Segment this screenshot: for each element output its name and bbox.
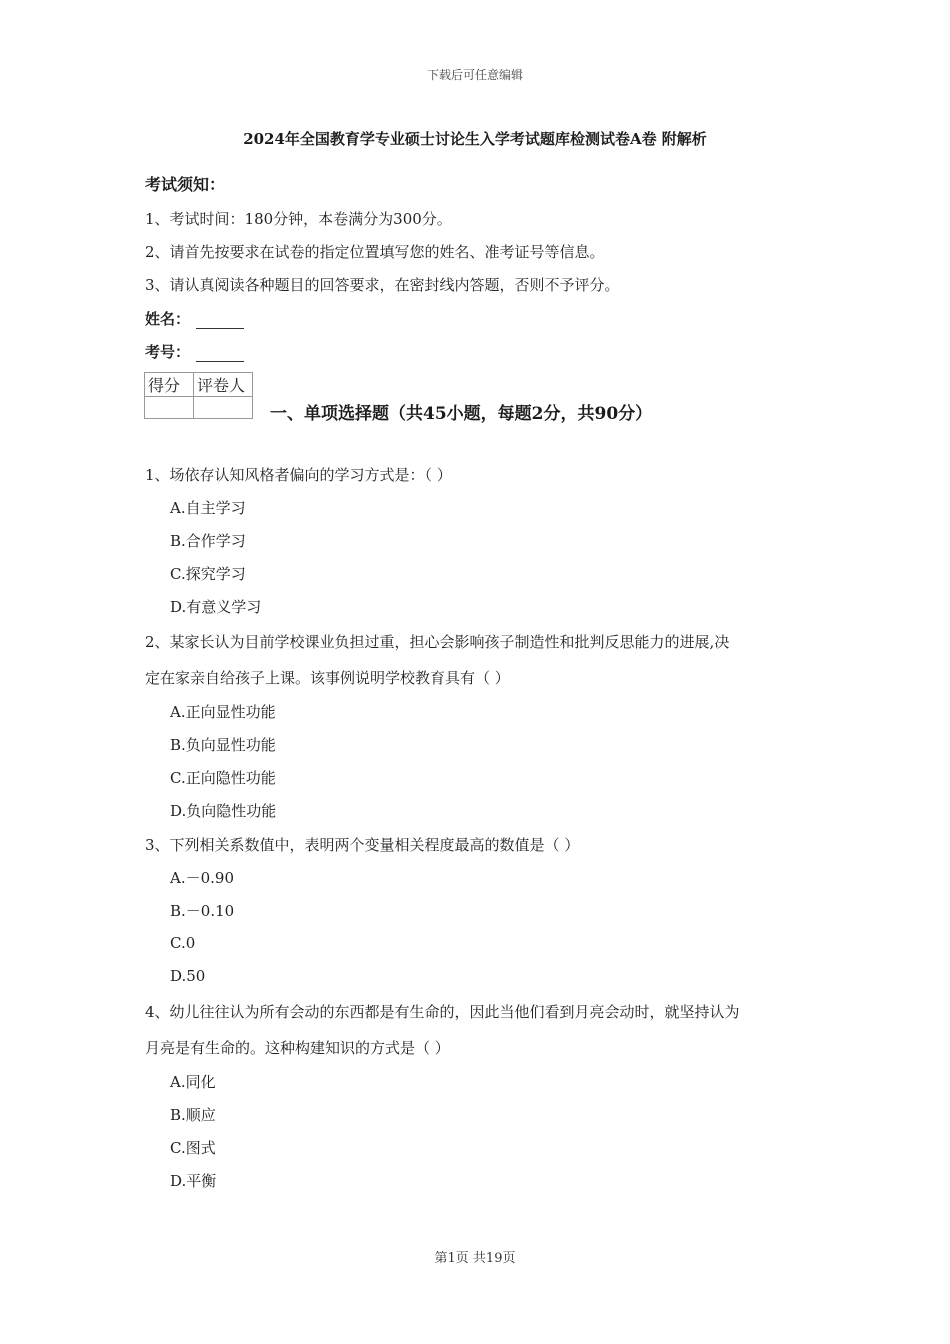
name-blank[interactable] bbox=[196, 313, 244, 329]
name-field bbox=[145, 308, 244, 329]
score-table bbox=[144, 372, 253, 419]
score-header: 得分 bbox=[145, 373, 194, 397]
option: B.顺应 bbox=[170, 1106, 216, 1124]
question-3: 3、下列相关系数值中，表明两个变量相关程度最高的数值是（ ） bbox=[145, 836, 580, 854]
page-footer: 第1页 共19页 bbox=[434, 1251, 516, 1266]
name-label: 姓名： bbox=[145, 310, 191, 328]
section-title: 一、单项选择题（共45小题，每题2分，共90分） bbox=[270, 404, 653, 424]
question-1: 1、场依存认知风格者偏向的学习方式是：（ ） bbox=[145, 466, 452, 484]
notice-item: 2、请首先按要求在试卷的指定位置填写您的姓名、准考证号等信息。 bbox=[145, 243, 605, 261]
option: B.－0.10 bbox=[170, 902, 235, 920]
grader-header: 评卷人 bbox=[194, 373, 253, 397]
question-4-continued: 月亮是有生命的。这种构建知识的方式是（ ） bbox=[145, 1039, 450, 1057]
exam-number-field bbox=[145, 341, 244, 362]
notice-item: 1、考试时间：180分钟，本卷满分为300分。 bbox=[145, 210, 452, 228]
score-cell[interactable] bbox=[145, 397, 194, 419]
option: D.平衡 bbox=[170, 1172, 217, 1190]
grader-cell[interactable] bbox=[194, 397, 253, 419]
question-2: 2、某家长认为目前学校课业负担过重，担心会影响孩子制造性和批判反思能力的进展,决 bbox=[145, 633, 730, 651]
option: A.自主学习 bbox=[170, 499, 246, 517]
option: D.负向隐性功能 bbox=[170, 802, 277, 820]
option: D.有意义学习 bbox=[170, 598, 262, 616]
question-2-continued: 定在家亲自给孩子上课。该事例说明学校教育具有（ ） bbox=[145, 669, 510, 687]
document-title: 2024年全国教育学专业硕士讨论生入学考试题库检测试卷A卷 附解析 bbox=[243, 130, 707, 148]
option: B.合作学习 bbox=[170, 532, 246, 550]
notice-item: 3、请认真阅读各种题目的回答要求，在密封线内答题，否则不予评分。 bbox=[145, 276, 620, 294]
option: A.同化 bbox=[170, 1073, 216, 1091]
option: A.－0.90 bbox=[170, 869, 234, 887]
header-note: 下载后可任意编辑 bbox=[426, 68, 523, 82]
exam-number-blank[interactable] bbox=[196, 346, 244, 362]
option: C.探究学习 bbox=[170, 565, 246, 583]
notice-heading: 考试须知： bbox=[145, 175, 226, 194]
option: A.正向显性功能 bbox=[170, 703, 276, 721]
option: D.50 bbox=[170, 967, 206, 985]
option: C.正向隐性功能 bbox=[170, 769, 276, 787]
exam-number-label: 考号： bbox=[145, 343, 191, 361]
option: C.0 bbox=[170, 934, 196, 952]
question-4: 4、幼儿往往认为所有会动的东西都是有生命的，因此当他们看到月亮会动时，就坚持认为 bbox=[145, 1003, 740, 1021]
option: C.图式 bbox=[170, 1139, 216, 1157]
option: B.负向显性功能 bbox=[170, 736, 276, 754]
